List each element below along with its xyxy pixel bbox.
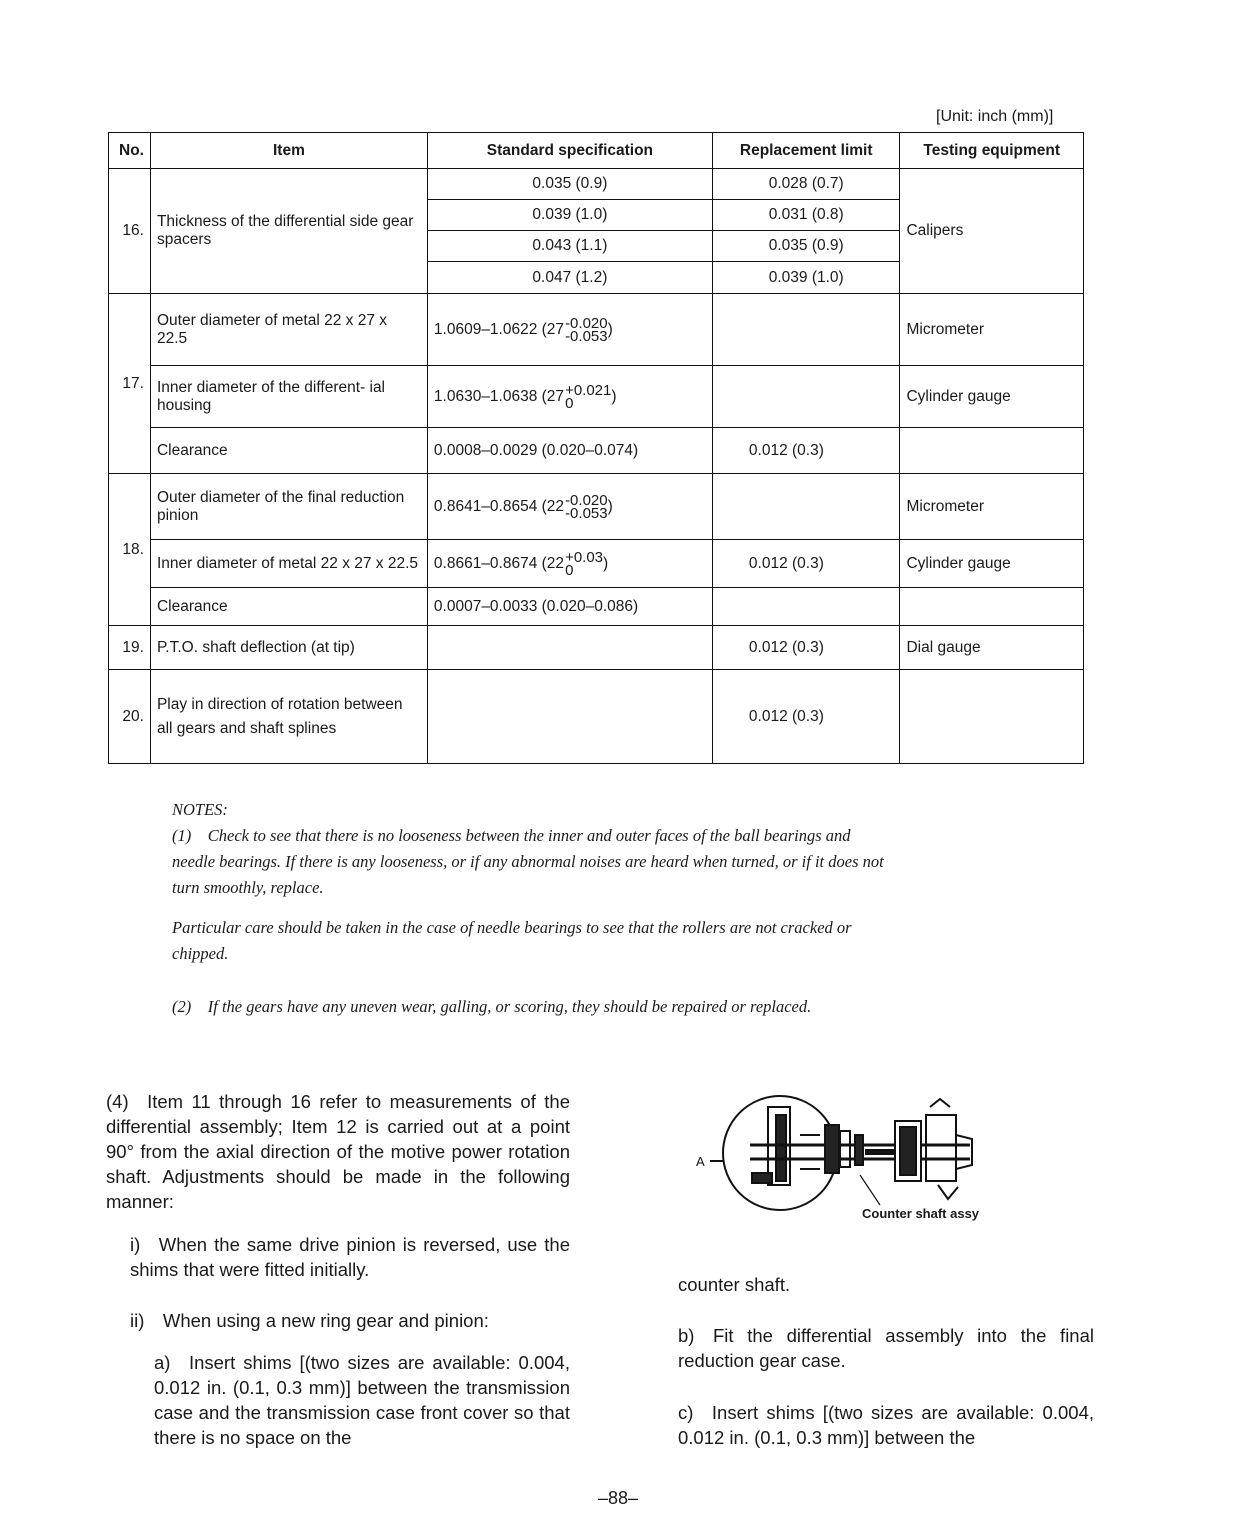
tolerance-lower: -0.053 [565, 504, 608, 522]
equipment-cell: Micrometer [900, 474, 1084, 540]
page-number: –88– [598, 1488, 639, 1508]
table-row [109, 169, 1084, 200]
figure-caption: Counter shaft assy [862, 1206, 980, 1221]
standard-end: ) [611, 387, 617, 405]
standard-cell [427, 294, 712, 366]
equipment-cell [900, 588, 1084, 626]
limit-cell: 0.039 (1.0) [712, 262, 900, 294]
limit-cell: 0.012 (0.3) [712, 626, 900, 670]
item-cell: P.T.O. shaft deflection (at tip) [150, 626, 427, 670]
standard-end: ) [603, 554, 609, 572]
standard-cell: 0.043 (1.1) [427, 231, 712, 262]
tolerance-lower: -0.053 [565, 327, 608, 345]
tolerance [565, 548, 604, 579]
paragraph-4: (4) Item 11 through 16 refer to measurements of the differential assembly; Item 12 is carried out at a point 90° from the axial direction of the motive power rotation shaft. Adjustments should be made in the following manner: [106, 1091, 570, 1212]
standard-cell: 0.039 (1.0) [427, 200, 712, 231]
limit-cell [712, 294, 900, 366]
standard-base: 0.8641–0.8654 (22 [433, 497, 565, 515]
note-2: (2) If the gears have any uneven wear, galling, or scoring, they should be repaired or replaced. [172, 997, 812, 1016]
tolerance [565, 314, 608, 345]
limit-cell: 0.035 (0.9) [712, 231, 900, 262]
equipment-cell: Cylinder gauge [900, 366, 1084, 428]
row-number: 19. [109, 626, 151, 670]
item-cell: Clearance [150, 588, 427, 626]
tolerance-lower: 0 [565, 394, 574, 412]
row-number: 17. [109, 294, 151, 474]
limit-cell [712, 588, 900, 626]
table-row [109, 670, 1084, 764]
equipment-cell [900, 428, 1084, 474]
table-row [109, 626, 1084, 670]
table-row [109, 428, 1084, 474]
limit-cell: 0.012 (0.3) [712, 428, 900, 474]
row-number: 20. [109, 670, 151, 764]
item-cell: Inner diameter of metal 22 x 27 x 22.5 [150, 540, 427, 588]
item-cell: Clearance [150, 428, 427, 474]
standard-cell: 0.035 (0.9) [427, 169, 712, 200]
equipment-cell: Micrometer [900, 294, 1084, 366]
tolerance-lower: 0 [565, 561, 574, 579]
shaft-assembly [750, 1099, 972, 1199]
item-cell: Thickness of the differential side gear spacers [150, 169, 427, 294]
standard-base: 1.0609–1.0622 (27 [433, 320, 565, 338]
item-cell: Inner diameter of the different- ial housing [150, 366, 427, 428]
equipment-cell: Cylinder gauge [900, 540, 1084, 588]
standard-end: ) [607, 320, 613, 338]
tolerance [565, 381, 612, 412]
equipment-cell: Dial gauge [900, 626, 1084, 670]
standard-cell [427, 670, 712, 764]
tolerance-upper: +0.021 [565, 381, 612, 399]
equipment-cell [900, 670, 1084, 764]
standard-base: 0.8661–0.8674 (22 [433, 554, 565, 572]
standard-cell: 0.0008–0.0029 (0.020–0.074) [427, 428, 712, 474]
unit-note: [Unit: inch (mm)] [936, 108, 1054, 125]
table-row [109, 294, 1084, 366]
notes-heading: NOTES: [172, 800, 228, 819]
leader-caption [860, 1175, 880, 1205]
limit-cell [712, 366, 900, 428]
row-number: 18. [109, 474, 151, 626]
header-no: No. [109, 133, 151, 169]
paragraph-continued: counter shaft. [678, 1274, 791, 1295]
limit-cell: 0.012 (0.3) [712, 540, 900, 588]
standard-cell: 0.047 (1.2) [427, 262, 712, 294]
table-header-row [109, 133, 1084, 169]
paragraph-c: c) Insert shims [(two sizes are available: 0.004, 0.012 in. (0.1, 0.3 mm)] between the [678, 1402, 1094, 1448]
table-row [109, 540, 1084, 588]
table-row [109, 474, 1084, 540]
figure-label-a: A [696, 1154, 705, 1169]
item-cell: Outer diameter of the final reduction pinion [150, 474, 427, 540]
tolerance [565, 491, 608, 522]
standard-cell [427, 474, 712, 540]
header-standard: Standard specification [427, 133, 712, 169]
header-equipment: Testing equipment [900, 133, 1084, 169]
standard-cell: 0.0007–0.0033 (0.020–0.086) [427, 588, 712, 626]
limit-cell [712, 474, 900, 540]
table-row [109, 366, 1084, 428]
limit-cell: 0.031 (0.8) [712, 200, 900, 231]
specification-table [108, 132, 1084, 764]
standard-cell [427, 366, 712, 428]
paragraph-b: b) Fit the differential assembly into the final reduction gear case. [678, 1325, 1094, 1371]
table-row [109, 588, 1084, 626]
header-item: Item [150, 133, 427, 169]
header-limit: Replacement limit [712, 133, 900, 169]
limit-cell: 0.012 (0.3) [712, 670, 900, 764]
note-1: (1) Check to see that there is no looseness between the inner and outer faces of the ball bearings and needle bearings. If there is any looseness, or if any abnormal noises are heard when turned, or if it does not turn smoothly, replace. [172, 826, 884, 897]
standard-base: 1.0630–1.0638 (27 [433, 387, 565, 405]
equipment-cell: Calipers [900, 169, 1084, 294]
limit-cell: 0.028 (0.7) [712, 169, 900, 200]
note-1b: Particular care should be taken in the case of needle bearings to see that the rollers are not cracked or chipped. [172, 918, 852, 963]
tolerance-upper: +0.03 [565, 548, 604, 566]
item-cell: Outer diameter of metal 22 x 27 x 22.5 [150, 294, 427, 366]
row-number: 16. [109, 169, 151, 294]
standard-end: ) [607, 497, 613, 515]
paragraph-ii: ii) When using a new ring gear and pinion: [130, 1310, 489, 1331]
paragraph-i: i) When the same drive pinion is reversed, use the shims that were fitted initially. [130, 1234, 570, 1280]
tolerance-upper: -0.020 [565, 314, 608, 332]
item-cell: Play in direction of rotation between all gears and shaft splines [150, 670, 427, 764]
standard-cell [427, 540, 712, 588]
tolerance-upper: -0.020 [565, 491, 608, 509]
paragraph-a: a) Insert shims [(two sizes are available: 0.004, 0.012 in. (0.1, 0.3 mm)] between the transmission case and the transmission case front cover so that there is no space on the [154, 1352, 570, 1448]
standard-cell [427, 626, 712, 670]
